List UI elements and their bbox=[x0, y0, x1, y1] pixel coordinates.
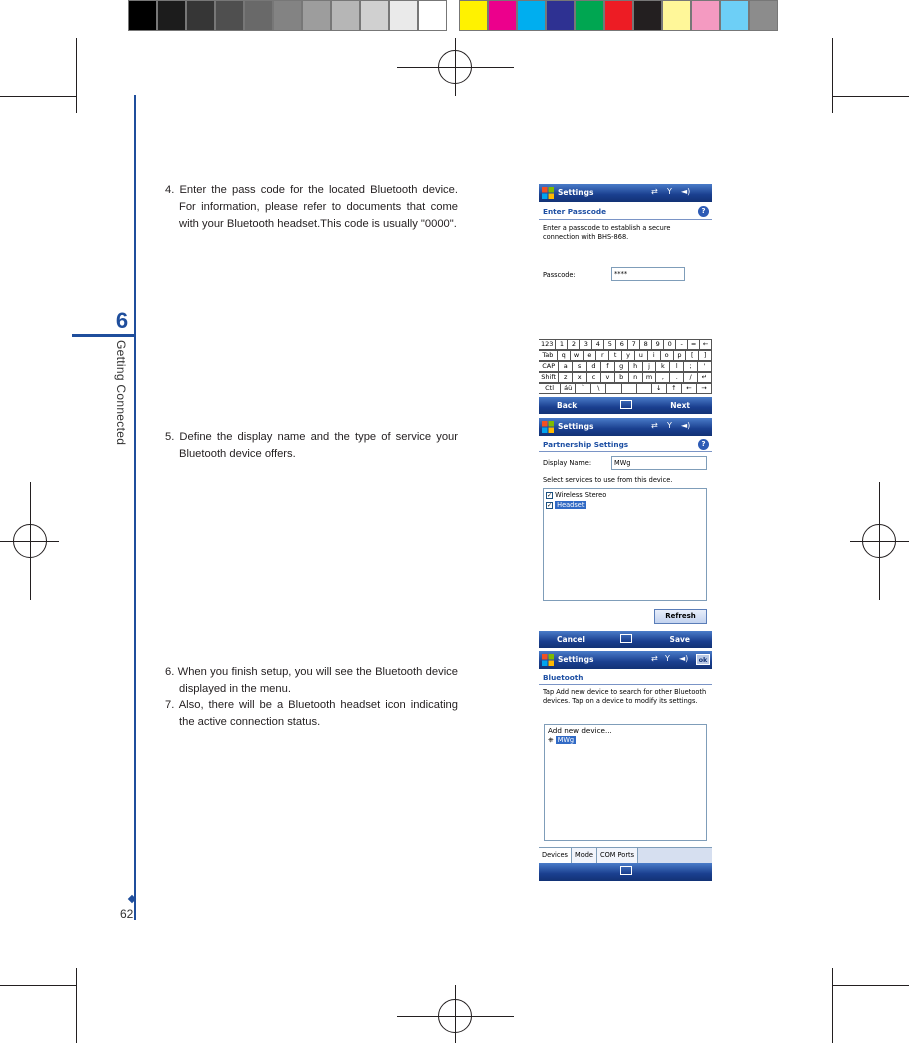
gray-swatch bbox=[360, 0, 389, 31]
keyboard-key[interactable]: t bbox=[608, 350, 622, 361]
section-heading: Enter Passcode bbox=[543, 207, 607, 216]
keyboard-key[interactable]: 3 bbox=[579, 339, 592, 350]
keyboard-icon[interactable] bbox=[620, 634, 632, 643]
keyboard-key[interactable]: w bbox=[570, 350, 584, 361]
keyboard-key[interactable]: = bbox=[687, 339, 700, 350]
process-color-swatch bbox=[633, 0, 662, 31]
keyboard-key[interactable]: a bbox=[558, 361, 573, 372]
keyboard-key[interactable]: x bbox=[572, 372, 587, 383]
page-number: 62 bbox=[120, 907, 134, 921]
step-6: 6. When you finish setup, you will see the Bluetooth device displayed in the menu. bbox=[165, 666, 458, 695]
keyboard-key[interactable]: m bbox=[642, 372, 657, 383]
gray-swatch bbox=[302, 0, 331, 31]
keyboard-key[interactable]: / bbox=[683, 372, 698, 383]
keyboard-key[interactable]: f bbox=[600, 361, 615, 372]
keyboard-key[interactable]: , bbox=[655, 372, 670, 383]
save-softkey[interactable]: Save bbox=[669, 635, 690, 644]
keyboard-key[interactable]: k bbox=[655, 361, 670, 372]
keyboard-key[interactable]: → bbox=[696, 383, 712, 394]
keyboard-row bbox=[539, 339, 712, 350]
tab-devices[interactable]: Devices bbox=[539, 848, 572, 863]
gray-swatch bbox=[186, 0, 215, 31]
keyboard-key[interactable]: g bbox=[614, 361, 629, 372]
title-text: Settings bbox=[558, 188, 594, 197]
keyboard-key[interactable]: 2 bbox=[567, 339, 580, 350]
keyboard-key[interactable]: 9 bbox=[651, 339, 664, 350]
divider bbox=[539, 451, 712, 452]
keyboard-key[interactable]: [ bbox=[685, 350, 699, 361]
help-icon[interactable]: ? bbox=[698, 439, 709, 450]
help-icon[interactable]: ? bbox=[698, 206, 709, 217]
gray-swatch bbox=[215, 0, 244, 31]
soft-keyboard[interactable] bbox=[539, 339, 712, 394]
gray-swatch bbox=[128, 0, 157, 31]
keyboard-key[interactable]: Tab bbox=[539, 350, 558, 361]
services-list bbox=[543, 488, 707, 601]
process-color-swatch bbox=[575, 0, 604, 31]
keyboard-key[interactable]: CAP bbox=[539, 361, 559, 372]
process-color-swatch bbox=[691, 0, 720, 31]
process-color-swatch bbox=[662, 0, 691, 31]
connectivity-icon[interactable]: ⇄ bbox=[651, 187, 658, 196]
windows-start-icon[interactable] bbox=[542, 187, 554, 199]
windows-start-icon[interactable] bbox=[542, 654, 554, 666]
keyboard-row bbox=[539, 361, 712, 372]
keyboard-key[interactable]: s bbox=[572, 361, 587, 372]
keyboard-key[interactable]: 5 bbox=[603, 339, 616, 350]
add-new-device-item[interactable]: Add new device... bbox=[548, 726, 612, 735]
volume-icon[interactable]: ◄) bbox=[679, 654, 689, 663]
divider bbox=[539, 684, 712, 685]
checkbox-checked-icon[interactable]: ✓ bbox=[547, 491, 553, 499]
keyboard-key[interactable]: z bbox=[558, 372, 573, 383]
passcode-field[interactable]: **** bbox=[611, 267, 685, 281]
process-color-swatch bbox=[604, 0, 633, 31]
step-7: 7. Also, there will be a Bluetooth headset icon indicating the active connection status. bbox=[165, 699, 458, 728]
keyboard-key[interactable]: 4 bbox=[591, 339, 604, 350]
ok-button[interactable]: ok bbox=[696, 654, 710, 665]
process-color-swatch bbox=[459, 0, 488, 31]
service-item-wireless-stereo[interactable]: ✓ Wireless Stereo bbox=[547, 491, 607, 499]
keyboard-key[interactable]: r bbox=[595, 350, 609, 361]
signal-icon[interactable]: Y bbox=[667, 421, 672, 430]
display-name-field[interactable]: MWg bbox=[611, 456, 707, 470]
display-name-label: Display Name: bbox=[543, 459, 592, 467]
keyboard-key[interactable]: o bbox=[660, 350, 674, 361]
gray-swatch bbox=[331, 0, 360, 31]
process-color-swatch bbox=[517, 0, 546, 31]
chapter-underline bbox=[72, 334, 134, 337]
keyboard-key[interactable]: ; bbox=[683, 361, 698, 372]
keyboard-key[interactable]: h bbox=[628, 361, 643, 372]
section-heading: Partnership Settings bbox=[543, 440, 629, 449]
title-text: Settings bbox=[558, 655, 594, 664]
keyboard-key[interactable]: i bbox=[647, 350, 661, 361]
device-list bbox=[544, 724, 707, 841]
keyboard-key[interactable] bbox=[605, 383, 621, 394]
soft-key-bar bbox=[539, 863, 712, 881]
keyboard-row bbox=[539, 383, 712, 394]
screen-enter-passcode bbox=[539, 184, 712, 414]
keyboard-key[interactable]: áü bbox=[560, 383, 576, 394]
device-item-mwg[interactable]: ⎈ MWg bbox=[548, 736, 575, 744]
soft-key-bar bbox=[539, 397, 712, 414]
title-bar bbox=[539, 651, 712, 669]
keyboard-key[interactable]: 123 bbox=[539, 339, 556, 350]
soft-key-bar bbox=[539, 631, 712, 648]
cancel-softkey[interactable]: Cancel bbox=[557, 635, 586, 644]
keyboard-key[interactable]: \ bbox=[590, 383, 606, 394]
checkbox-checked-icon[interactable]: ✓ bbox=[547, 501, 553, 509]
keyboard-key[interactable] bbox=[636, 383, 652, 394]
keyboard-key[interactable]: Ctl bbox=[539, 383, 561, 394]
signal-icon[interactable]: Y bbox=[665, 654, 670, 663]
keyboard-key[interactable]: e bbox=[583, 350, 597, 361]
gray-swatch bbox=[244, 0, 273, 31]
keyboard-key[interactable]: 7 bbox=[627, 339, 640, 350]
step-4: 4. Enter the pass code for the located Bluetooth device. For information, please refer to documents that come with your Bluetooth headset.This code is usually "0000". bbox=[165, 184, 458, 230]
keyboard-key[interactable] bbox=[621, 383, 637, 394]
keyboard-key[interactable]: v bbox=[600, 372, 615, 383]
keyboard-key[interactable]: d bbox=[586, 361, 601, 372]
keyboard-key[interactable]: ← bbox=[681, 383, 697, 394]
service-item-headset[interactable]: ✓ Headset bbox=[547, 501, 585, 509]
back-softkey[interactable]: Back bbox=[557, 401, 578, 410]
keyboard-key[interactable]: j bbox=[642, 361, 657, 372]
title-bar bbox=[539, 418, 712, 436]
keyboard-key[interactable]: ↑ bbox=[666, 383, 682, 394]
headset-icon: ⎈ bbox=[548, 736, 554, 744]
screen-bluetooth bbox=[539, 651, 712, 881]
keyboard-row bbox=[539, 350, 712, 361]
screen-partnership-settings bbox=[539, 418, 712, 648]
keyboard-key[interactable]: p bbox=[673, 350, 687, 361]
passcode-label: Passcode: bbox=[543, 271, 576, 279]
keyboard-row bbox=[539, 372, 712, 383]
keyboard-key[interactable]: y bbox=[621, 350, 635, 361]
keyboard-key[interactable]: ` bbox=[575, 383, 591, 394]
refresh-button[interactable]: Refresh bbox=[654, 609, 707, 624]
keyboard-key[interactable]: 1 bbox=[555, 339, 568, 350]
step-5: 5. Define the display name and the type of service your Bluetooth device offers. bbox=[165, 431, 458, 460]
bluetooth-instruction: Tap Add new device to search for other Bluetooth devices. Tap on a device to modify its settings. bbox=[543, 688, 707, 705]
keyboard-key[interactable]: u bbox=[634, 350, 648, 361]
process-color-swatch bbox=[749, 0, 778, 31]
keyboard-key[interactable]: ' bbox=[697, 361, 712, 372]
signal-icon[interactable]: Y bbox=[667, 187, 672, 196]
keyboard-key[interactable]: . bbox=[669, 372, 684, 383]
keyboard-key[interactable]: 6 bbox=[615, 339, 628, 350]
keyboard-icon[interactable] bbox=[620, 400, 632, 409]
volume-icon[interactable]: ◄) bbox=[681, 421, 691, 430]
keyboard-key[interactable]: n bbox=[628, 372, 643, 383]
connectivity-icon[interactable]: ⇄ bbox=[651, 654, 658, 663]
services-label: Select services to use from this device. bbox=[543, 476, 673, 484]
windows-start-icon[interactable] bbox=[542, 421, 554, 433]
chapter-rule bbox=[134, 95, 136, 920]
divider bbox=[539, 219, 712, 220]
keyboard-key[interactable]: 8 bbox=[639, 339, 652, 350]
keyboard-key[interactable]: - bbox=[675, 339, 688, 350]
keyboard-key[interactable]: ↓ bbox=[651, 383, 667, 394]
chapter-label: Getting Connected bbox=[114, 340, 128, 446]
chapter-number: 6 bbox=[115, 308, 129, 333]
section-heading: Bluetooth bbox=[543, 673, 584, 682]
keyboard-key[interactable]: ↵ bbox=[697, 372, 712, 383]
process-color-swatch bbox=[546, 0, 575, 31]
gray-swatch bbox=[389, 0, 418, 31]
tab-com-ports[interactable]: COM Ports bbox=[597, 848, 638, 863]
keyboard-key[interactable]: ] bbox=[698, 350, 712, 361]
volume-icon[interactable]: ◄) bbox=[681, 187, 691, 196]
keyboard-icon[interactable] bbox=[620, 866, 632, 875]
passcode-instruction: Enter a passcode to establish a secure connection with BHS-868. bbox=[543, 224, 671, 241]
connectivity-icon[interactable]: ⇄ bbox=[651, 421, 658, 430]
next-softkey[interactable]: Next bbox=[670, 401, 690, 410]
gray-swatch bbox=[273, 0, 302, 31]
gray-swatch bbox=[157, 0, 186, 31]
title-bar bbox=[539, 184, 712, 202]
keyboard-key[interactable]: b bbox=[614, 372, 629, 383]
keyboard-key[interactable]: q bbox=[557, 350, 571, 361]
process-color-swatch bbox=[720, 0, 749, 31]
process-color-swatch bbox=[488, 0, 517, 31]
keyboard-key[interactable]: 0 bbox=[663, 339, 676, 350]
keyboard-key[interactable]: Shift bbox=[539, 372, 559, 383]
keyboard-key[interactable]: l bbox=[669, 361, 684, 372]
tab-strip bbox=[539, 847, 712, 863]
gray-swatch bbox=[418, 0, 447, 31]
keyboard-key[interactable]: ← bbox=[699, 339, 712, 350]
tab-mode[interactable]: Mode bbox=[572, 848, 597, 863]
title-text: Settings bbox=[558, 422, 594, 431]
keyboard-key[interactable]: c bbox=[586, 372, 601, 383]
